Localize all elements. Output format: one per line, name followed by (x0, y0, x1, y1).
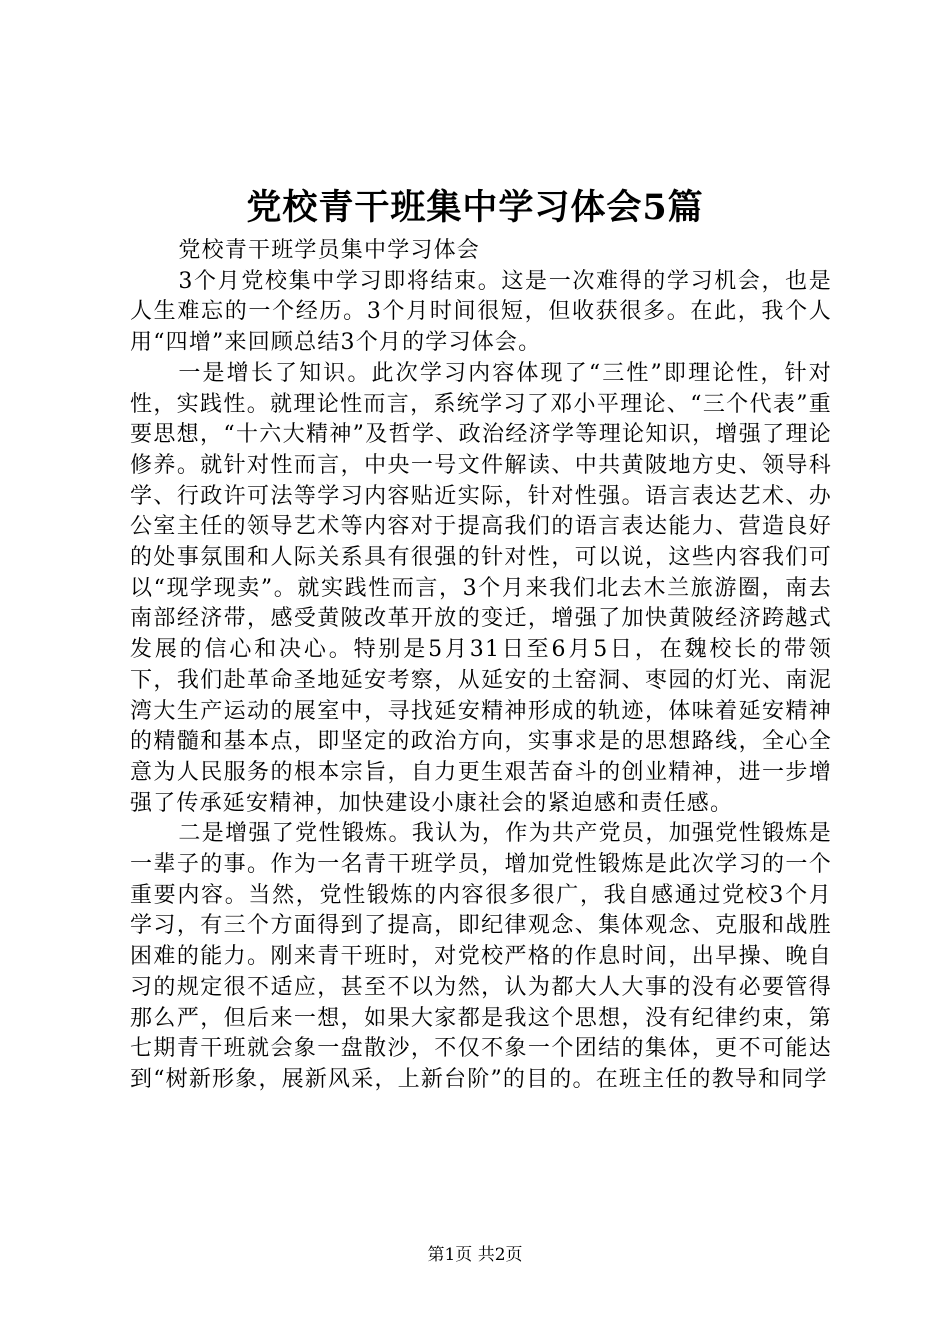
document-body (130, 236, 832, 1096)
knowledge-paragraph: 一是增长了知识。此次学习内容体现了“三性”即理论性，针对性，实践性。就理论性而言，系统学习了邓小平理论、“三个代表”重要思想，“十六大精神”及哲学、政治经济学等理论知识，增强了理论修养。就针对性而言，中央一号文件解读、中共黄陂地方史、领导科学、行政许可法等学习内容贴近实际，针对性强。语言表达艺术、办公室主任的领导艺术等内容对于提高我们的语言表达能力、营造良好的处事氛围和人际关系具有很强的针对性，可以说，这些内容我们可以“现学现卖”。就实践性而言，3个月来我们北去木兰旅游圈，南去南部经济带，感受黄陂改革开放的变迁，增强了加快黄陂经济跨越式发展的信心和决心。特别是5月31日至6月5日，在魏校长的带领下，我们赴革命圣地延安考察，从延安的土窑洞、枣园的灯光、南泥湾大生产运动的展室中，寻找延安精神形成的轨迹，体味着延安精神的精髓和基本点，即坚定的政治方向，实事求是的思想路线，全心全意为人民服务的根本宗旨，自力更生艰苦奋斗的创业精神，进一步增强了传承延安精神，加快建设小康社会的紧迫感和责任感。 (130, 360, 832, 816)
party-spirit-paragraph: 二是增强了党性锻炼。我认为，作为共产党员，加强党性锻炼是一辈子的事。作为一名青干班学员，增加党性锻炼是此次学习的一个重要内容。当然，党性锻炼的内容很多很广，我自感通过党校3个月学习，有三个方面得到了提高，即纪律观念、集体观念、克服和战胜困难的能力。刚来青干班时，对党校严格的作息时间，出早操、晚自习的规定很不适应，甚至不以为然，认为都大人大事的没有必要管得那么严，但后来一想，如果大家都是我这个思想，没有纪律约束，第七期青干班就会象一盘散沙，不仅不象一个团结的集体，更不可能达到“树新形象，展新风采，上新台阶”的目的。在班主任的教导和同学 (130, 821, 832, 1092)
page-number: 第1页 共2页 (427, 1245, 523, 1265)
document-title: 党校青干班集中学习体会5篇 (246, 187, 704, 228)
intro-paragraph: 3个月党校集中学习即将结束。这是一次难得的学习机会，也是人生难忘的一个经历。3个月时间很短，但收获很多。在此，我个人用“四增”来回顾总结3个月的学习体会。 (130, 268, 832, 356)
subtitle-paragraph: 党校青干班学员集中学习体会 (178, 238, 480, 263)
page-footer (0, 1244, 950, 1266)
